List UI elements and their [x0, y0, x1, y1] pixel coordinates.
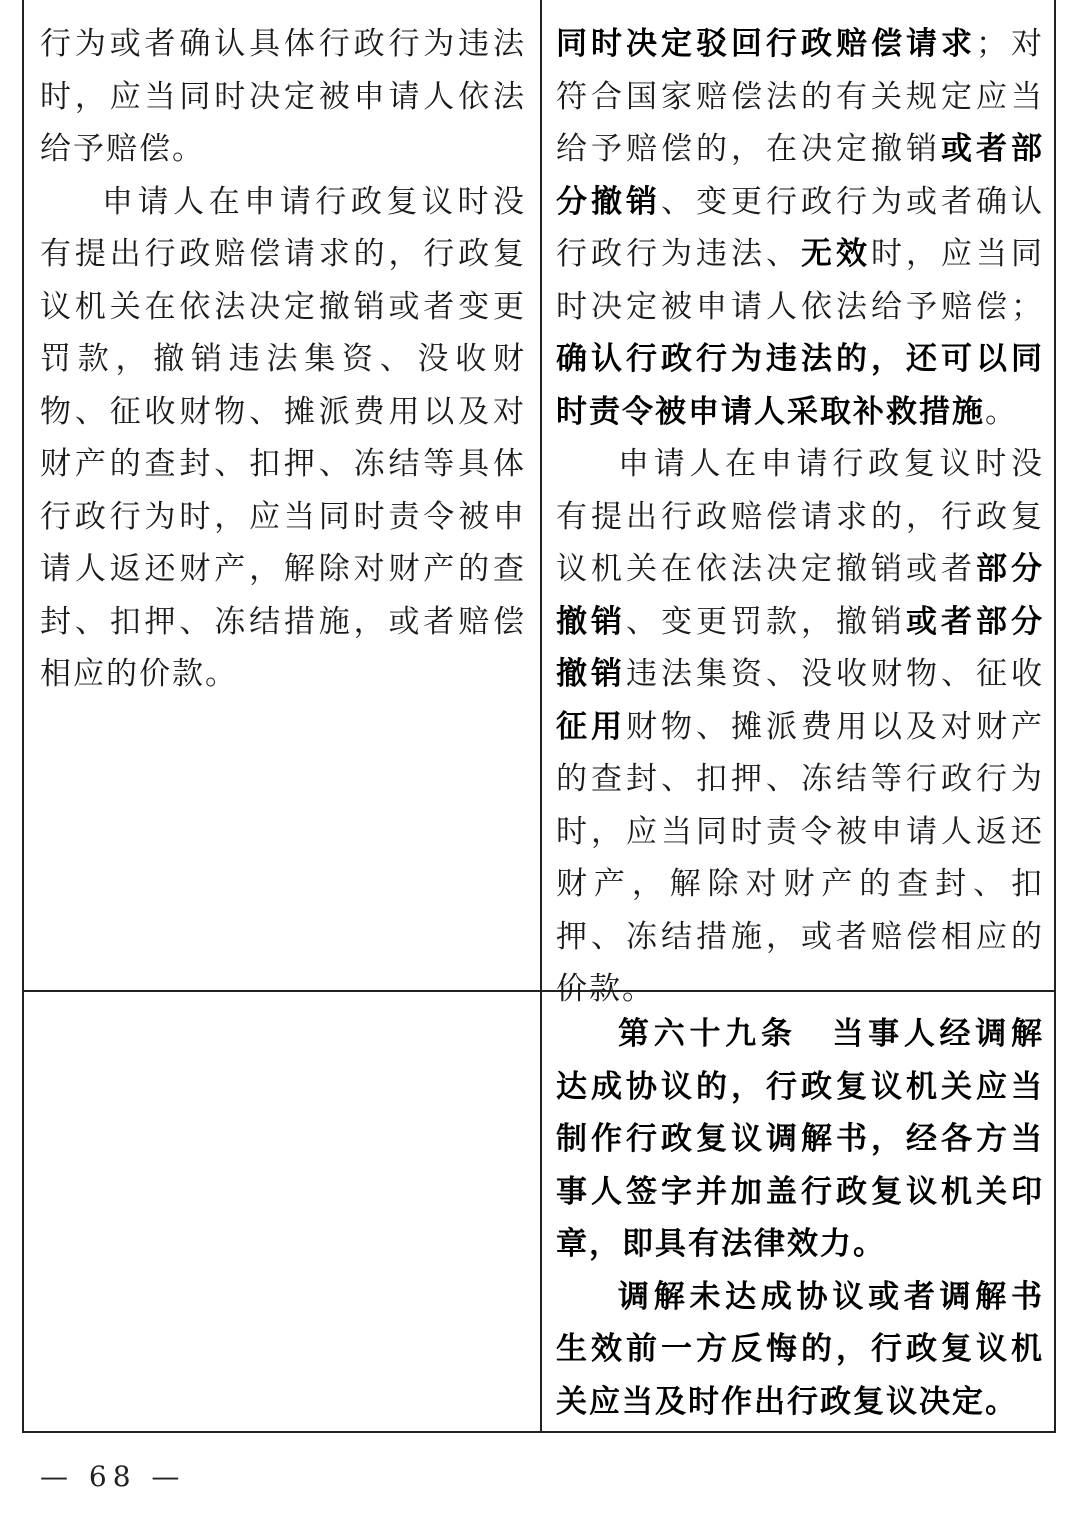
article-69-paragraph-1: 第六十九条 当事人经调解达成协议的，行政复议机关应当制作行政复议调解书，经各方当事人签字并加盖行政复议机关印章，即具有法律效力。 — [556, 1016, 1044, 1262]
left-paragraph-1: 行为或者确认具体行政行为违法时，应当同时决定被申请人依法给予赔偿。 — [40, 26, 526, 167]
text-run-4: 违法集资、没收财物、征收 — [626, 656, 1044, 692]
bold-run-3: 或者部分撤销 — [556, 603, 1044, 692]
right-column-cell-article-69 — [556, 1008, 1044, 1428]
bold-run-2: 或者部分撤销 — [556, 131, 1044, 220]
bold-run-0: 同时决定驳回行政赔偿请求 — [556, 26, 976, 62]
bold-run-5: 征用 — [556, 708, 626, 745]
text-run-7: 。 — [985, 393, 1018, 430]
bold-run-1: 部分撤销 — [556, 551, 1044, 640]
text-run-1: ；对符合国家赔偿法的有关规定应当给予赔偿的，在决定撤销 — [556, 26, 1044, 167]
comparison-table — [22, 0, 1056, 1433]
right-paragraph-2 — [556, 438, 1044, 1016]
bold-run-6: 确认行政行为违法的，还可以同时责令被申请人采取补救措施 — [556, 341, 1044, 430]
text-run-3: 、变更行政行为或者确认行政行为违法、 — [556, 183, 1044, 272]
text-run-5: 时，应当同时决定被申请人依法给予赔偿； — [556, 236, 1044, 325]
text-run-2: 、变更罚款，撤销 — [626, 603, 906, 640]
article-69-paragraph-2: 调解未达成协议或者调解书生效前一方反悔的，行政复议机关应当及时作出行政复议决定。 — [556, 1278, 1044, 1420]
right-paragraph-1 — [556, 18, 1044, 438]
left-paragraph-2: 申请人在申请行政复议时没有提出行政赔偿请求的，行政复议机关在依法决定撤销或者变更罚款，撤销违法集资、没收财物、征收财物、摊派费用以及对财产的查封、扣押、冻结等具体行政行为时，应当同时责令被申请人返还财产，解除对财产的查封、扣押、冻结措施，或者赔偿相应的价款。 — [40, 183, 526, 692]
text-run-6: 财物、摊派费用以及对财产的查封、扣押、冻结等行政行为时，应当同时责令被申请人返还财产，解除对财产的查封、扣押、冻结措施，或者赔偿相应的价款。 — [556, 708, 1044, 1007]
left-column-cell-original-text — [40, 18, 526, 701]
bold-run-4: 无效 — [801, 236, 871, 272]
right-column-cell-revised-text — [556, 18, 1044, 1016]
text-run-0: 申请人在申请行政复议时没有提出行政赔偿请求的，行政复议机关在依法决定撤销或者 — [556, 446, 1044, 587]
page-number: — 68 — — [40, 1460, 186, 1493]
column-divider — [540, 0, 542, 1431]
